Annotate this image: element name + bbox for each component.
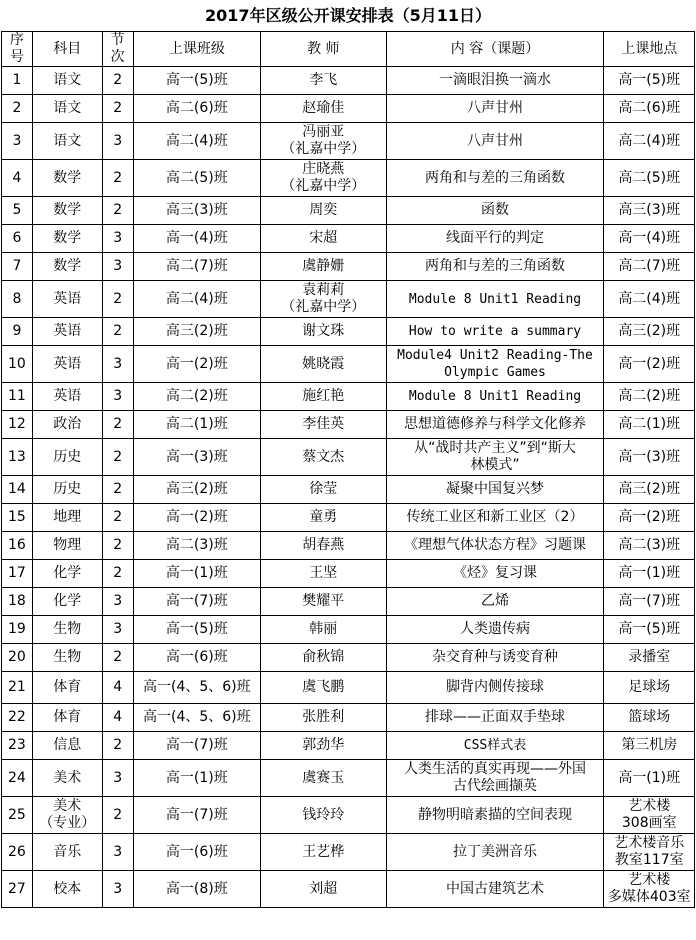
cell-location: 高一(1)班 <box>604 760 695 797</box>
cell-location: 高三(3)班 <box>604 197 695 225</box>
cell-content: 凝聚中国复兴梦 <box>386 476 604 504</box>
cell-class: 高三(3)班 <box>133 197 260 225</box>
cell-period: 2 <box>102 160 133 197</box>
cell-subject: 英语 <box>32 318 102 346</box>
cell-period: 2 <box>102 560 133 588</box>
cell-subject: 语文 <box>32 123 102 160</box>
cell-class: 高二(4)班 <box>133 281 260 318</box>
cell-no: 19 <box>2 616 33 644</box>
cell-period: 2 <box>102 797 133 834</box>
cell-content: 乙烯 <box>386 588 604 616</box>
table-row <box>2 732 695 760</box>
cell-subject: 体育 <box>32 704 102 732</box>
cell-location: 高一(7)班 <box>604 588 695 616</box>
cell-class: 高三(2)班 <box>133 476 260 504</box>
cell-content: 杂交育种与诱变育种 <box>386 644 604 672</box>
cell-period: 2 <box>102 197 133 225</box>
cell-no: 21 <box>2 672 33 704</box>
cell-no: 20 <box>2 644 33 672</box>
cell-no: 4 <box>2 160 33 197</box>
table-row <box>2 871 695 908</box>
cell-content: 人类生活的真实再现——外国 古代绘画撷英 <box>386 760 604 797</box>
cell-teacher: 宋超 <box>261 225 386 253</box>
cell-class: 高二(6)班 <box>133 95 260 123</box>
cell-class: 高一(3)班 <box>133 439 260 476</box>
cell-class: 高二(1)班 <box>133 411 260 439</box>
header-period: 节次 <box>102 32 133 67</box>
cell-location: 艺术楼音乐 教室117室 <box>604 834 695 871</box>
cell-period: 3 <box>102 383 133 411</box>
cell-period: 2 <box>102 439 133 476</box>
table-row <box>2 411 695 439</box>
cell-location: 高一(2)班 <box>604 504 695 532</box>
cell-teacher: 胡春燕 <box>261 532 386 560</box>
cell-class: 高一(1)班 <box>133 560 260 588</box>
cell-teacher: 蔡文杰 <box>261 439 386 476</box>
cell-period: 2 <box>102 644 133 672</box>
cell-period: 3 <box>102 123 133 160</box>
cell-class: 高一(5)班 <box>133 616 260 644</box>
cell-content: CSS样式表 <box>386 732 604 760</box>
cell-subject: 生物 <box>32 616 102 644</box>
cell-teacher: 施红艳 <box>261 383 386 411</box>
cell-no: 15 <box>2 504 33 532</box>
cell-subject: 信息 <box>32 732 102 760</box>
cell-no: 18 <box>2 588 33 616</box>
cell-teacher: 童勇 <box>261 504 386 532</box>
table-row <box>2 383 695 411</box>
cell-no: 1 <box>2 67 33 95</box>
cell-period: 2 <box>102 732 133 760</box>
cell-no: 27 <box>2 871 33 908</box>
cell-location: 艺术楼 308画室 <box>604 797 695 834</box>
cell-no: 23 <box>2 732 33 760</box>
cell-location: 高二(6)班 <box>604 95 695 123</box>
table-row <box>2 67 695 95</box>
table-row <box>2 253 695 281</box>
cell-subject: 音乐 <box>32 834 102 871</box>
cell-class: 高一(6)班 <box>133 644 260 672</box>
cell-teacher: 樊耀平 <box>261 588 386 616</box>
cell-period: 3 <box>102 225 133 253</box>
cell-subject: 生物 <box>32 644 102 672</box>
cell-location: 足球场 <box>604 672 695 704</box>
cell-content: 八声甘州 <box>386 95 604 123</box>
cell-period: 3 <box>102 871 133 908</box>
cell-class: 高二(7)班 <box>133 253 260 281</box>
table-row <box>2 532 695 560</box>
cell-location: 高二(4)班 <box>604 281 695 318</box>
cell-subject: 物理 <box>32 532 102 560</box>
header-location: 上课地点 <box>604 32 695 67</box>
cell-no: 14 <box>2 476 33 504</box>
cell-location: 高二(1)班 <box>604 411 695 439</box>
cell-teacher: 张胜利 <box>261 704 386 732</box>
cell-content: 脚背内侧传接球 <box>386 672 604 704</box>
cell-period: 4 <box>102 704 133 732</box>
cell-content: 两角和与差的三角函数 <box>386 253 604 281</box>
cell-class: 高一(6)班 <box>133 834 260 871</box>
cell-period: 2 <box>102 318 133 346</box>
cell-period: 2 <box>102 95 133 123</box>
cell-teacher: 姚晓霞 <box>261 346 386 383</box>
cell-location: 高三(2)班 <box>604 318 695 346</box>
cell-class: 高一(8)班 <box>133 871 260 908</box>
cell-content: 中国古建筑艺术 <box>386 871 604 908</box>
cell-period: 2 <box>102 67 133 95</box>
cell-location: 艺术楼 多媒体403室 <box>604 871 695 908</box>
cell-teacher: 李佳英 <box>261 411 386 439</box>
cell-no: 3 <box>2 123 33 160</box>
table-row <box>2 504 695 532</box>
cell-teacher: 虞赛玉 <box>261 760 386 797</box>
cell-content: How to write a summary <box>386 318 604 346</box>
cell-location: 高三(2)班 <box>604 476 695 504</box>
cell-class: 高二(2)班 <box>133 383 260 411</box>
cell-subject: 历史 <box>32 439 102 476</box>
cell-location: 高二(4)班 <box>604 123 695 160</box>
cell-content: 从“战时共产主义”到“斯大 林模式” <box>386 439 604 476</box>
cell-period: 2 <box>102 504 133 532</box>
cell-content: 拉丁美洲音乐 <box>386 834 604 871</box>
table-body <box>2 67 695 908</box>
cell-teacher: 庄晓燕 （礼嘉中学） <box>261 160 386 197</box>
cell-location: 高一(4)班 <box>604 225 695 253</box>
cell-subject: 化学 <box>32 588 102 616</box>
cell-subject: 数学 <box>32 225 102 253</box>
cell-teacher: 王坚 <box>261 560 386 588</box>
table-row <box>2 95 695 123</box>
cell-teacher: 俞秋锦 <box>261 644 386 672</box>
cell-teacher: 刘超 <box>261 871 386 908</box>
cell-no: 8 <box>2 281 33 318</box>
cell-period: 3 <box>102 760 133 797</box>
cell-no: 25 <box>2 797 33 834</box>
cell-teacher: 冯丽亚 （礼嘉中学） <box>261 123 386 160</box>
cell-subject: 历史 <box>32 476 102 504</box>
cell-subject: 校本 <box>32 871 102 908</box>
table-row <box>2 588 695 616</box>
cell-content: 静物明暗素描的空间表现 <box>386 797 604 834</box>
cell-class: 高一(1)班 <box>133 760 260 797</box>
cell-teacher: 徐莹 <box>261 476 386 504</box>
cell-period: 3 <box>102 253 133 281</box>
cell-no: 11 <box>2 383 33 411</box>
cell-location: 第三机房 <box>604 732 695 760</box>
cell-content: 人类遗传病 <box>386 616 604 644</box>
cell-no: 2 <box>2 95 33 123</box>
cell-location: 高一(3)班 <box>604 439 695 476</box>
cell-period: 3 <box>102 616 133 644</box>
cell-teacher: 郭劲华 <box>261 732 386 760</box>
schedule-table <box>1 31 695 908</box>
cell-subject: 政治 <box>32 411 102 439</box>
cell-content: 两角和与差的三角函数 <box>386 160 604 197</box>
cell-location: 高一(5)班 <box>604 67 695 95</box>
cell-no: 22 <box>2 704 33 732</box>
cell-location: 录播室 <box>604 644 695 672</box>
cell-no: 9 <box>2 318 33 346</box>
cell-content: Module 8 Unit1 Reading <box>386 383 604 411</box>
table-row <box>2 476 695 504</box>
table-row <box>2 704 695 732</box>
cell-subject: 语文 <box>32 67 102 95</box>
cell-subject: 美术 （专业） <box>32 797 102 834</box>
cell-teacher: 周奕 <box>261 197 386 225</box>
table-row <box>2 123 695 160</box>
cell-period: 3 <box>102 346 133 383</box>
cell-class: 高一(7)班 <box>133 588 260 616</box>
cell-period: 2 <box>102 281 133 318</box>
cell-content: 一滴眼泪换一滴水 <box>386 67 604 95</box>
header-no: 序号 <box>2 32 33 67</box>
cell-subject: 语文 <box>32 95 102 123</box>
cell-teacher: 李飞 <box>261 67 386 95</box>
cell-content: 八声甘州 <box>386 123 604 160</box>
cell-location: 高二(7)班 <box>604 253 695 281</box>
table-row <box>2 225 695 253</box>
cell-class: 高一(7)班 <box>133 797 260 834</box>
cell-teacher: 谢文珠 <box>261 318 386 346</box>
table-row <box>2 346 695 383</box>
cell-class: 高一(4)班 <box>133 225 260 253</box>
cell-no: 16 <box>2 532 33 560</box>
cell-class: 高一(5)班 <box>133 67 260 95</box>
cell-subject: 数学 <box>32 197 102 225</box>
cell-teacher: 王艺桦 <box>261 834 386 871</box>
table-header-row <box>2 32 695 67</box>
cell-content: 排球——正面双手垫球 <box>386 704 604 732</box>
header-teacher: 教 师 <box>261 32 386 67</box>
cell-teacher: 袁莉莉 （礼嘉中学） <box>261 281 386 318</box>
cell-no: 24 <box>2 760 33 797</box>
cell-subject: 英语 <box>32 281 102 318</box>
table-row <box>2 834 695 871</box>
cell-class: 高一(4、5、6)班 <box>133 704 260 732</box>
cell-no: 6 <box>2 225 33 253</box>
cell-class: 高三(2)班 <box>133 318 260 346</box>
cell-subject: 美术 <box>32 760 102 797</box>
cell-teacher: 虞静姗 <box>261 253 386 281</box>
cell-class: 高一(2)班 <box>133 504 260 532</box>
cell-location: 高二(5)班 <box>604 160 695 197</box>
cell-content: Module4 Unit2 Reading-The Olympic Games <box>386 346 604 383</box>
cell-class: 高一(4、5、6)班 <box>133 672 260 704</box>
cell-period: 4 <box>102 672 133 704</box>
cell-subject: 地理 <box>32 504 102 532</box>
cell-period: 3 <box>102 588 133 616</box>
cell-teacher: 钱玲玲 <box>261 797 386 834</box>
table-row <box>2 797 695 834</box>
header-class: 上课班级 <box>133 32 260 67</box>
cell-no: 13 <box>2 439 33 476</box>
cell-content: 思想道德修养与科学文化修养 <box>386 411 604 439</box>
table-row <box>2 760 695 797</box>
cell-content: 线面平行的判定 <box>386 225 604 253</box>
cell-location: 高二(2)班 <box>604 383 695 411</box>
cell-content: 《理想气体状态方程》习题课 <box>386 532 604 560</box>
table-row <box>2 318 695 346</box>
page-title: 2017年区级公开课安排表（5月11日） <box>205 6 491 25</box>
cell-content: 传统工业区和新工业区（2） <box>386 504 604 532</box>
cell-class: 高一(7)班 <box>133 732 260 760</box>
cell-content: 函数 <box>386 197 604 225</box>
cell-no: 17 <box>2 560 33 588</box>
cell-class: 高一(2)班 <box>133 346 260 383</box>
cell-no: 26 <box>2 834 33 871</box>
cell-class: 高二(5)班 <box>133 160 260 197</box>
cell-no: 10 <box>2 346 33 383</box>
cell-class: 高二(3)班 <box>133 532 260 560</box>
cell-subject: 化学 <box>32 560 102 588</box>
table-row <box>2 644 695 672</box>
table-row <box>2 672 695 704</box>
cell-teacher: 赵瑜佳 <box>261 95 386 123</box>
cell-period: 3 <box>102 834 133 871</box>
cell-teacher: 虞飞鹏 <box>261 672 386 704</box>
cell-no: 7 <box>2 253 33 281</box>
cell-location: 高二(3)班 <box>604 532 695 560</box>
cell-location: 高一(2)班 <box>604 346 695 383</box>
cell-subject: 体育 <box>32 672 102 704</box>
cell-location: 高一(1)班 <box>604 560 695 588</box>
header-content: 内 容（课题） <box>386 32 604 67</box>
cell-class: 高二(4)班 <box>133 123 260 160</box>
cell-no: 5 <box>2 197 33 225</box>
table-row <box>2 160 695 197</box>
table-row <box>2 281 695 318</box>
cell-subject: 英语 <box>32 346 102 383</box>
cell-content: 《烃》复习课 <box>386 560 604 588</box>
cell-teacher: 韩丽 <box>261 616 386 644</box>
table-row <box>2 439 695 476</box>
cell-period: 2 <box>102 476 133 504</box>
cell-no: 12 <box>2 411 33 439</box>
table-row <box>2 560 695 588</box>
table-row <box>2 197 695 225</box>
cell-period: 2 <box>102 411 133 439</box>
cell-period: 2 <box>102 532 133 560</box>
cell-content: Module 8 Unit1 Reading <box>386 281 604 318</box>
header-subject: 科目 <box>32 32 102 67</box>
cell-subject: 数学 <box>32 160 102 197</box>
table-row <box>2 616 695 644</box>
cell-location: 高一(5)班 <box>604 616 695 644</box>
cell-subject: 数学 <box>32 253 102 281</box>
cell-location: 篮球场 <box>604 704 695 732</box>
cell-subject: 英语 <box>32 383 102 411</box>
